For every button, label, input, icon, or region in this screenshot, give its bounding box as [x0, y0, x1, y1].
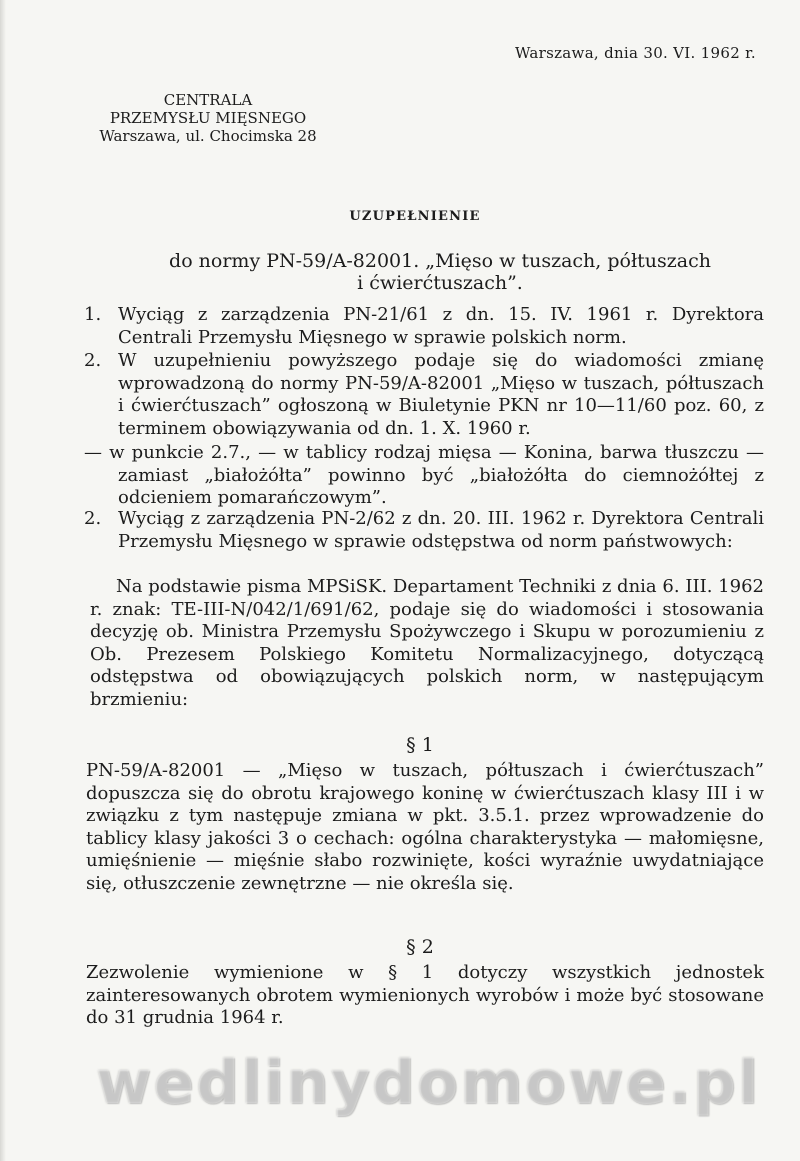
- subject-line-1: do normy PN-59/A-82001. „Mięso w tuszach, półtuszach: [169, 250, 711, 272]
- list-item-3: [84, 508, 764, 553]
- dash-item-text: — w punkcie 2.7., — w tablicy rodzaj mięsa — Konina, barwa tłuszczu — zamiast „białożółta” powinno być „białożółta do ciemnożółtej z odcieniem pomarańczowym”.: [84, 442, 764, 508]
- decision-paragraph-text: Na podstawie pisma MPSiSK. Departament Techniki z dnia 6. III. 1962 r. znak: TE-III-N/042/1/691/62, podaje się do wiadomości i stosowania decyzję ob. Ministra Przemysłu Spożywczego i Skupu w porozumieniu z Ob. Prezesem Polskiego Komitetu Normalizacyjnego, dotyczącą odstępstwa od obowiązujących polskich norm, w następującym brzmieniu:: [90, 576, 764, 710]
- section-2-title: § 2: [406, 936, 434, 958]
- list-item-number: 1.: [84, 304, 102, 325]
- document-heading: UZUPEŁNIENIE: [349, 209, 481, 224]
- issuer-line-1: CENTRALA: [163, 91, 253, 109]
- list-item-text: Wyciąg z zarządzenia PN-2/62 z dn. 20. III. 1962 r. Dyrektora Centrali Przemysłu Mięsnego w sprawie odstępstwa od norm państwowych:: [118, 508, 764, 552]
- list-item-2: [84, 350, 764, 440]
- subject-line-2: i ćwierćtuszach”.: [357, 272, 523, 294]
- decision-paragraph: [90, 576, 764, 711]
- issuer-address: Warszawa, ul. Chocimska 28: [99, 127, 317, 145]
- list-item-1: [84, 304, 764, 349]
- date-line: Warszawa, dnia 30. VI. 1962 r.: [514, 44, 756, 62]
- list-item-text: W uzupełnieniu powyższego podaje się do wiadomości zmianę wprowadzoną do normy PN-59/A-82001 „Mięso w tuszach, półtuszach i ćwierćtuszach” ogłoszoną w Biuletynie PKN nr 10—11/60 poz. 60, z terminem obowiązywania od dn. 1. X. 1960 r.: [118, 350, 764, 439]
- list-item-text: Wyciąg z zarządzenia PN-21/61 z dn. 15. IV. 1961 r. Dyrektora Centrali Przemysłu Mięsnego w sprawie polskich norm.: [118, 304, 764, 348]
- section-2-text: Zezwolenie wymienione w § 1 dotyczy wszystkich jednostek zainteresowanych obrotem wymienionych wyrobów i może być stosowane do 31 grudnia 1964 r.: [86, 962, 764, 1028]
- list-item-number: 2.: [84, 350, 102, 371]
- section-1-text: PN-59/A-82001 — „Mięso w tuszach, półtuszach i ćwierćtuszach” dopuszcza się do obrotu krajowego koninę w ćwierćtuszach klasy III i w związku z tym następuje zmiana w pkt. 3.5.1. przez wprowadzenie do tablicy klasy jakości 3 o cechach: ogólna charakterystyka — małomięsne, umięśnienie — mięśnie słabo rozwinięte, kości wyraźnie uwydatniające się, otłuszczenie zewnętrzne — nie określa się.: [86, 760, 764, 894]
- site-watermark: wedlinydomowe.pl: [96, 1048, 761, 1118]
- list-item-number: 2.: [84, 508, 102, 529]
- document-subject: [150, 250, 730, 294]
- issuer-line-2: PRZEMYSŁU MIĘSNEGO: [109, 109, 307, 127]
- dash-item: [84, 442, 764, 510]
- issuer-block: [88, 91, 328, 145]
- page-edge-shadow: [0, 0, 6, 1161]
- section-1-title: § 1: [406, 734, 434, 756]
